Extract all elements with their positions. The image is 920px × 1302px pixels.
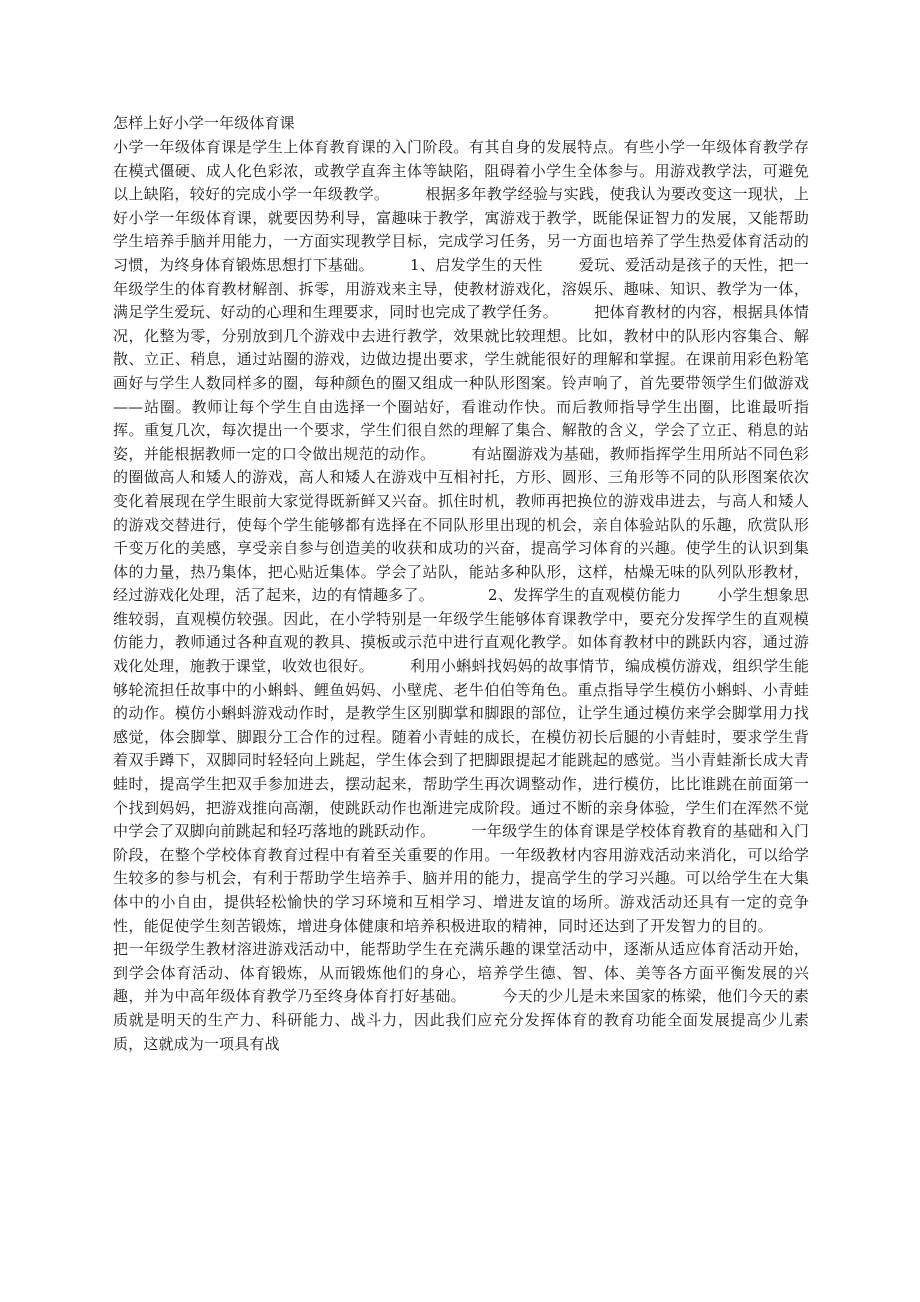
text-segment: 把一年级学生教材溶进游戏活动中，能帮助学生在充满乐趣的课堂活动中，逐渐从适应体育活动开始，到学会体育活动、体育锻炼，从而锻炼他们的身心，培养学生德、智、体、美等各方面平衡发展的兴趣，并为中高年级体育教学乃至终身体育打好基础。 <box>113 940 809 1006</box>
document-content <box>113 110 809 1056</box>
document-title: 怎样上好小学一年级体育课 <box>113 114 295 132</box>
text-segment: 有站圈游戏为基础，教师指挥学生用所站不同色彩的圈做高人和矮人的游戏，高人和矮人在游戏中互相衬托，方形、圆形、三角形等不同的队形图案依次变化着展现在学生眼前大家觉得既新鲜又兴奋。抓住时机，教师再把换位的游戏串进去，与高人和矮人的游戏交替进行，使每个学生能够都有选择在不同队形里出现的机会，亲自体验站队的乐趣，欣赏队形千变万化的美感，享受亲自参与创造美的收获和成功的兴奋，提高学习体育的兴趣。使学生的认识到集体的力量，热乃集体，把心贴近集体。学会了站队，能站多种队形，这样，枯燥无味的队列队形教材，经过游戏化处理，活了起来，边的有情趣多了。 <box>113 444 809 605</box>
section-heading: 1、启发学生的天性 <box>409 255 543 274</box>
text-segment: 小学生想象思维较弱，直观模仿较强。因此，在小学特别是一年级学生能够体育课教学中，要充分发挥学生的直观模仿能力，教师通过各种直观的教具、摸板或示范中进行直观化教学。如体育教材中的跳跃内容，通过游戏化处理，施教于课堂，收效也很好。 <box>113 586 809 676</box>
text-segment: 一年级学生的体育课是学校体育教育的基础和入门阶段，在整个学校体育教育过程中有着至关重要的作用。一年级教材内容用游戏活动来消化，可以给学生较多的参与机会，有利于帮助学生培养手、脑并用的能力，提高学生的学习兴趣。可以给学生在大集体中的小自由，提供轻松愉快的学习环境和互相学习、增进友谊的场所。游戏活动还具有一定的竞争性，能促使学生刻苦锻炼，增进身体健康和培养积极进取的精神，同时还达到了开发智力的目的。 <box>113 822 809 935</box>
text-segment: 利用小蝌蚪找妈妈的故事情节，编成模仿游戏，组织学生能够轮流担任故事中的小蝌蚪、鲤鱼妈妈、小壁虎、老牛伯伯等角色。重点指导学生模仿小蝌蚪、小青蛙的动作。模仿小蝌蚪游戏动作时，是教学生区别脚掌和脚跟的部位，让学生通过模仿来学会脚掌用力找感觉，体会脚掌、脚跟分工合作的过程。随着小青蛙的成长，在模仿初长后腿的小青蛙时，要求学生背着双手蹲下，双脚同时轻轻向上跳起，学生体会到了把脚跟提起才能跳起的感觉。当小青蛙渐长成大青蛙时，提高学生把双手参加进去，摆动起来，帮助学生再次调整动作，进行模仿，比比谁跳在前面第一个找到妈妈，把游戏推向高潮，使跳跃动作也渐进完成阶段。通过不断的亲身体验，学生们在浑然不觉中学会了双脚向前跳起和轻巧落地的跳跃动作。 <box>113 657 809 841</box>
text-segment: 爱玩、爱活动是孩子的天性，把一年级学生的体育教材解剖、拆零，用游戏来主导，使教材游戏化，溶娱乐、趣味、知识、教学为一体，满足学生爱玩、好动的心理和生理要求，同时也完成了教学任务。 <box>113 255 809 322</box>
text-segment: 小学一年级体育课是学生上体育教育课的入门阶段。有其自身的发展特点。有些小学一年级体育教学存在模式僵硬、成人化色彩浓，或教学直奔主体等缺陷，阻碍着小学生全体参与。用游戏教学法，可避免以上缺陷，较好的完成小学一年级教学。 <box>113 138 809 204</box>
text-segment: 把体育教材的内容，根据具体情况，化整为零，分别放到几个游戏中去进行教学，效果就比较理想。比如，教材中的队形内容集合、解散、立正、稍息，通过站圈的游戏，边做边提出要求，学生就能很好的理解和掌握。在课前用彩色粉笔画好与学生人数同样多的圈，每种颜色的圈又组成一种队形图案。铃声响了，首先要带领学生们做游戏——站圈。教师让每个学生自由选择一个圈站好，看谁动作快。而后教师指导学生出圈，比谁最听指挥。重复几次，每次提出一个要求，学生们很自然的理解了集合、解散的含义，学会了立正、稍息的站姿，并能根据教师一定的口令做出规范的动作。 <box>113 303 809 463</box>
document-body <box>113 136 809 1056</box>
text-segment: 根据多年教学经验与实践，使我认为要改变这一现状，上好小学一年级体育课，就要因势利导，富趣味于教学，寓游戏于教学，既能保证智力的发展，又能帮助学生培养手脑并用能力，一方面实现教学目标，完成学习任务，另一方面也培养了学生热爱体育活动的习惯，为终身体育锻炼思想打下基础。 <box>113 185 809 274</box>
section-heading: 2、发挥学生的直观模仿能力 <box>488 586 682 605</box>
text-segment: 今天的少儿是未来国家的栋梁，他们今天的素质就是明天的生产力、科研能力、战斗力，因此我们应充分发挥体育的教育功能全面发展提高少儿素质，这就成为一项具有战 <box>113 987 809 1053</box>
